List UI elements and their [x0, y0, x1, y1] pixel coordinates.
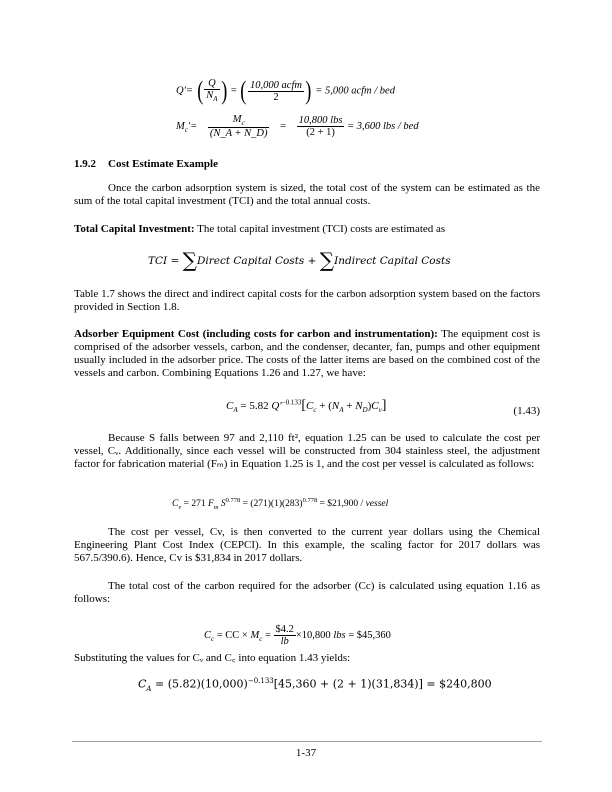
paragraph-vessel-cost: Because S falls between 97 and 2,110 ft², equation 1.25 can be used to calculate the cost per vessel, Cᵥ. Additionally, since each vessel will be constructed from 304 stainless steel, the adjustment factor for fabrication material (Fₘ) in Equation 1.25 is 1, and the cost per vessel is calculated as follows:: [74, 432, 540, 471]
paragraph-adsorber-cost: Adsorber Equipment Cost (including costs for carbon and instrumentation): The equipment cost is comprised of the adsorber vessels, carbon, and the condenser, decanter, fan, pumps and other equipment usually included in the adsorber price. The costs of the latter items are based on the combined cost of the vessels and carbon. Combining Equations 1.26 and 1.27, we have:: [74, 328, 540, 380]
eq-q-lhs: Q'=: [176, 85, 193, 97]
page-number: 1-37: [295, 747, 317, 759]
eq-q-frac2: $\frac{\text{10,000 acfm}}{2}$: [250, 79, 302, 103]
equation-tci: TCI = ∑Direct Capital Costs + ∑Indirect Capital Costs: [148, 248, 451, 272]
eq-cc-frac: $\frac{\$4.2}{lb}$: [275, 624, 294, 647]
paragraph-intro: Once the carbon adsorption system is sized, the total cost of the system can be estimated as the sum of the total capital investment (TCI) and the total annual costs.: [74, 182, 540, 208]
section-title: Cost Estimate Example: [108, 158, 218, 170]
equation-final: $C_A = (5.82)(10,000)^{-0.133}[45,360 + (2 + 1)(31,834)]$ = $240,800: [138, 677, 492, 693]
equation-mc-prime: $M_c'=$ $\frac{M_c}{(N\_A + N\_D)}$ = $\frac{\text{10,800 lbs}}{(2 + 1)}$ = 3,600 lbs / bed: [176, 114, 419, 140]
section-heading: [74, 158, 218, 170]
eq-mc-lhs: $M_c'=$: [176, 120, 198, 135]
paragraph-substitute: Substituting the values for Cᵥ and C꜀ into equation 1.43 yields:: [74, 652, 351, 664]
equation-q-prime: Q'= ( $\frac{Q}{N_A}$ ) = ( $\frac{\text{10,000 acfm}}{2}$ ) = 5,000 acfm / bed: [176, 76, 395, 105]
eq-mc-frac2: $\frac{\text{10,800 lbs}}{(2 + 1)}$: [298, 115, 343, 139]
equation-ca: $C_A = 5.82$ $Q'^{-0.133}[C_c + (N_A + N_D)C_v]$: [226, 398, 387, 415]
eq-q-frac1: $\frac{Q}{N_A}$: [206, 78, 218, 104]
equation-cc: $C_c$ = CC × $M_c$ = $\frac{\$4.2}{lb}$ ×10,800 lbs = $45,360: [204, 624, 391, 647]
paragraph-tci: Total Capital Investment: The total capital investment (TCI) costs are estimated as: [74, 223, 446, 235]
paragraph-table-ref: Table 1.7 shows the direct and indirect capital costs for the carbon adsorption system based on the factors provided in Section 1.8.: [74, 288, 540, 314]
adsorber-cost-label: Adsorber Equipment Cost (including costs for carbon and instrumentation):: [74, 328, 438, 340]
paragraph-cepci: The cost per vessel, Cv, is then converted to the current year dollars using the Chemical Engineering Plant Cost Index (CEPCI). In this example, the scaling factor for 2017 dollars was 567.5/390.6). Hence, Cv is $31,834 in 2017 dollars.: [74, 526, 540, 565]
tci-label: Total Capital Investment:: [74, 223, 195, 235]
paragraph-carbon-cost: The total cost of the carbon required for the adsorber (Cc) is calculated using equation 1.16 as follows:: [74, 580, 540, 606]
section-number: 1.9.2: [74, 158, 96, 170]
eq-mc-frac1: $\frac{M_c}{(N\_A + N\_D)}$: [209, 114, 268, 140]
equation-number-1-43: (1.43): [513, 405, 540, 417]
equation-cv: $C_v = 271$ $F_m$ $S^{0.778} = (271)(1)(283)^{0.778}$ = $21,900 / vessel: [172, 497, 389, 512]
footer-divider: [72, 741, 542, 742]
